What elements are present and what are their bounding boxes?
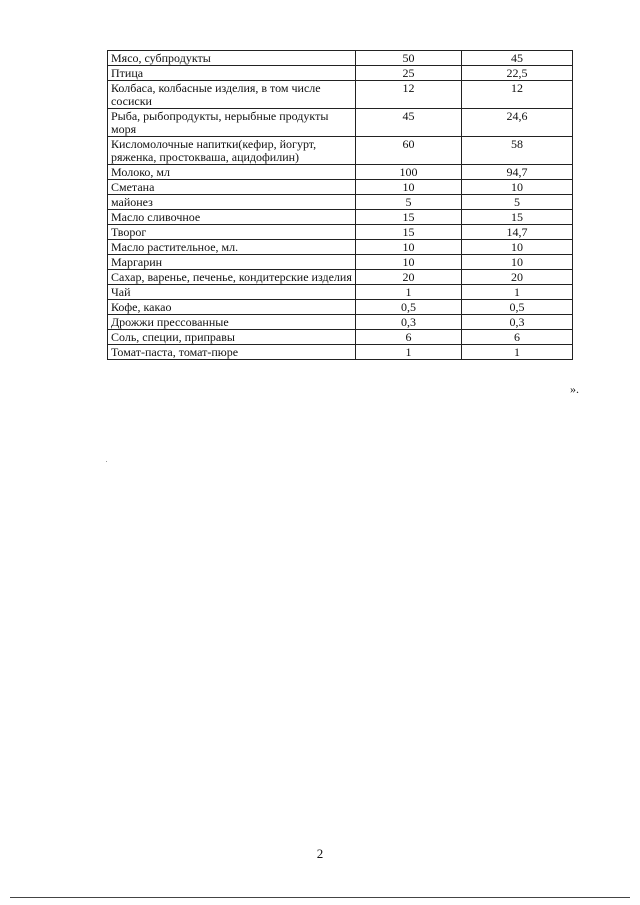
product-name-cell: Кофе, какао <box>108 300 356 315</box>
norm-value-cell: 0,5 <box>356 300 462 315</box>
norm-value-cell: 10 <box>356 180 462 195</box>
product-name-cell: Чай <box>108 285 356 300</box>
adjusted-value-cell: 10 <box>462 255 573 270</box>
adjusted-value-cell: 0,5 <box>462 300 573 315</box>
table-row <box>108 109 573 137</box>
table-row <box>108 195 573 210</box>
table-row <box>108 240 573 255</box>
table-row <box>108 51 573 66</box>
norms-table <box>107 50 573 360</box>
product-name-cell: Птица <box>108 66 356 81</box>
table-row <box>108 66 573 81</box>
product-name-cell: Маргарин <box>108 255 356 270</box>
table-row <box>108 270 573 285</box>
norm-value-cell: 25 <box>356 66 462 81</box>
adjusted-value-cell: 10 <box>462 240 573 255</box>
norm-value-cell: 1 <box>356 345 462 360</box>
scan-artifact <box>106 461 107 462</box>
adjusted-value-cell: 1 <box>462 285 573 300</box>
table-row <box>108 300 573 315</box>
product-name-cell: Сметана <box>108 180 356 195</box>
table-row <box>108 255 573 270</box>
norm-value-cell: 45 <box>356 109 462 137</box>
norm-value-cell: 20 <box>356 270 462 285</box>
adjusted-value-cell: 1 <box>462 345 573 360</box>
product-name-cell: Колбаса, колбасные изделия, в том числе сосиски <box>108 81 356 109</box>
adjusted-value-cell: 22,5 <box>462 66 573 81</box>
product-name-cell: Сахар, варенье, печенье, кондитерские изделия <box>108 270 356 285</box>
product-name-cell: Дрожжи прессованные <box>108 315 356 330</box>
table-row <box>108 210 573 225</box>
table-row <box>108 345 573 360</box>
adjusted-value-cell: 12 <box>462 81 573 109</box>
norm-value-cell: 0,3 <box>356 315 462 330</box>
product-name-cell: Соль, специи, приправы <box>108 330 356 345</box>
adjusted-value-cell: 24,6 <box>462 109 573 137</box>
table-row <box>108 165 573 180</box>
norm-value-cell: 100 <box>356 165 462 180</box>
closing-quote: ». <box>570 382 579 396</box>
norm-value-cell: 1 <box>356 285 462 300</box>
norm-value-cell: 15 <box>356 210 462 225</box>
adjusted-value-cell: 14,7 <box>462 225 573 240</box>
adjusted-value-cell: 58 <box>462 137 573 165</box>
table-row <box>108 180 573 195</box>
norm-value-cell: 5 <box>356 195 462 210</box>
norm-value-cell: 15 <box>356 225 462 240</box>
table-row <box>108 315 573 330</box>
product-name-cell: Томат-паста, томат-пюре <box>108 345 356 360</box>
product-name-cell: Масло растительное, мл. <box>108 240 356 255</box>
page-number: 2 <box>316 846 324 861</box>
norm-value-cell: 10 <box>356 240 462 255</box>
norm-value-cell: 12 <box>356 81 462 109</box>
adjusted-value-cell: 5 <box>462 195 573 210</box>
table-row <box>108 225 573 240</box>
table-row <box>108 285 573 300</box>
product-name-cell: Мясо, субпродукты <box>108 51 356 66</box>
norm-value-cell: 10 <box>356 255 462 270</box>
product-name-cell: Творог <box>108 225 356 240</box>
adjusted-value-cell: 15 <box>462 210 573 225</box>
product-name-cell: Молоко, мл <box>108 165 356 180</box>
product-name-cell: Масло сливочное <box>108 210 356 225</box>
norm-value-cell: 60 <box>356 137 462 165</box>
product-name-cell: Кисломолочные напитки(кефир, йогурт, ряженка, простокваша, ацидофилин) <box>108 137 356 165</box>
product-name-cell: Рыба, рыбопродукты, нерыбные продукты моря <box>108 109 356 137</box>
norms-table-container <box>107 50 565 360</box>
page-bottom-rule <box>10 897 630 898</box>
norm-value-cell: 6 <box>356 330 462 345</box>
adjusted-value-cell: 0,3 <box>462 315 573 330</box>
adjusted-value-cell: 10 <box>462 180 573 195</box>
product-name-cell: майонез <box>108 195 356 210</box>
norms-table-body <box>108 51 573 360</box>
table-row <box>108 330 573 345</box>
table-row <box>108 137 573 165</box>
table-row <box>108 81 573 109</box>
adjusted-value-cell: 6 <box>462 330 573 345</box>
adjusted-value-cell: 94,7 <box>462 165 573 180</box>
adjusted-value-cell: 45 <box>462 51 573 66</box>
adjusted-value-cell: 20 <box>462 270 573 285</box>
norm-value-cell: 50 <box>356 51 462 66</box>
